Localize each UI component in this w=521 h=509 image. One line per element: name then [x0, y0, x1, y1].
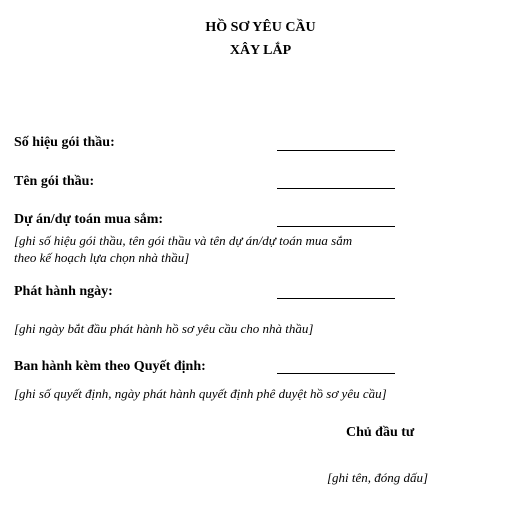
- signer-note: [ghi tên, đóng dấu]: [327, 470, 429, 485]
- issue-date-label: Phát hành ngày:: [14, 284, 113, 299]
- issue-date-blank: [277, 298, 395, 299]
- package-name-label: Tên gói thầu:: [14, 174, 95, 189]
- project-label: Dự án/dự toán mua sắm:: [14, 212, 164, 227]
- project-note-line2: theo kế hoạch lựa chọn nhà thầu]: [14, 250, 190, 265]
- decision-blank: [277, 373, 395, 374]
- decision-label: Ban hành kèm theo Quyết định:: [14, 359, 206, 374]
- document-title: HỒ SƠ YÊU CẦU: [205, 20, 316, 35]
- signer-title: Chủ đầu tư: [346, 425, 415, 440]
- package-name-blank: [277, 188, 395, 189]
- package-number-blank: [277, 150, 395, 151]
- project-note-line1: [ghi số hiệu gói thầu, tên gói thầu và tên dự án/dự toán mua sắm: [14, 233, 353, 248]
- project-blank: [277, 226, 395, 227]
- decision-note: [ghi số quyết định, ngày phát hành quyết định phê duyệt hồ sơ yêu cầu]: [14, 386, 387, 401]
- document-subtitle: XÂY LẮP: [229, 43, 292, 58]
- package-number-label: Số hiệu gói thầu:: [14, 135, 115, 150]
- issue-date-note: [ghi ngày bắt đầu phát hành hồ sơ yêu cầu cho nhà thầu]: [14, 321, 314, 336]
